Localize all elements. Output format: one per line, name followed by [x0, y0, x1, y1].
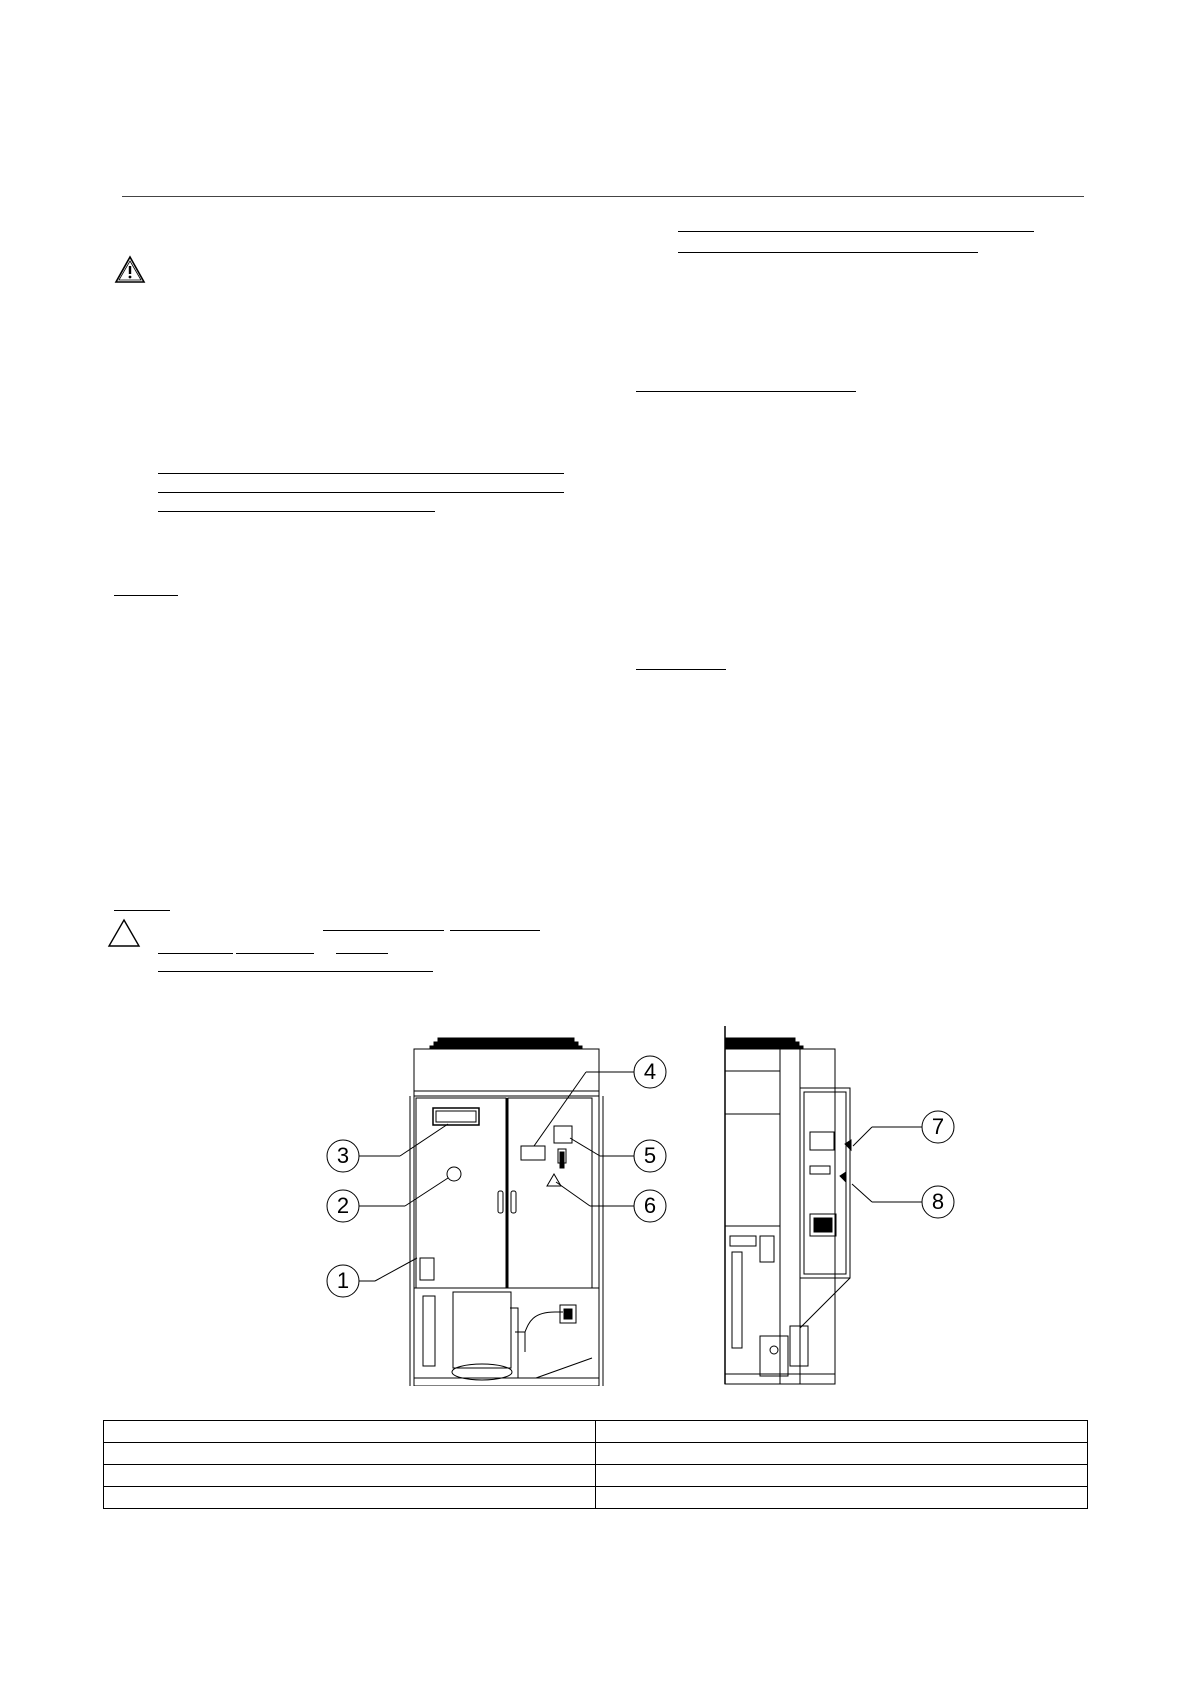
callout-label-5: 5	[643, 1143, 657, 1168]
text-underline	[323, 930, 444, 931]
text-underline	[158, 473, 564, 474]
caution-icon	[107, 918, 141, 948]
right-door	[508, 1098, 592, 1288]
legend-table	[103, 1420, 1088, 1509]
table-row	[104, 1421, 1088, 1443]
table-cell	[104, 1487, 596, 1509]
text-underline	[236, 953, 314, 954]
heading-underline	[114, 595, 178, 596]
callout-label-7: 7	[931, 1114, 945, 1139]
table-row	[104, 1443, 1088, 1465]
text-underline	[158, 971, 433, 972]
table-cell	[104, 1465, 596, 1487]
fan-side	[725, 1038, 803, 1049]
table-row	[104, 1487, 1088, 1509]
callout-label-2: 2	[336, 1193, 350, 1218]
text-underline	[450, 930, 540, 931]
unit-drawing	[320, 1026, 960, 1386]
heading-underline	[636, 669, 726, 670]
heading-underline	[636, 391, 856, 392]
callout-label-1: 1	[336, 1268, 350, 1293]
callout-label-4: 4	[643, 1059, 657, 1084]
table-cell	[596, 1465, 1088, 1487]
callout-label-8: 8	[931, 1189, 945, 1214]
table-cell	[104, 1443, 596, 1465]
text-underline	[158, 511, 435, 512]
callout-label-3: 3	[336, 1143, 350, 1168]
heading-underline	[114, 910, 170, 911]
table-cell	[104, 1421, 596, 1443]
table-row	[104, 1465, 1088, 1487]
text-underline	[336, 953, 388, 954]
text-underline	[158, 492, 564, 493]
table-cell	[596, 1443, 1088, 1465]
warning-icon	[114, 255, 146, 285]
text-underline	[158, 953, 233, 954]
callout-label-6: 6	[643, 1193, 657, 1218]
left-door	[416, 1098, 506, 1288]
header-rule	[122, 196, 1084, 197]
text-underline	[678, 231, 1034, 232]
fan-top	[430, 1038, 582, 1049]
table-cell	[596, 1421, 1088, 1443]
table-cell	[596, 1487, 1088, 1509]
text-underline	[678, 252, 978, 253]
